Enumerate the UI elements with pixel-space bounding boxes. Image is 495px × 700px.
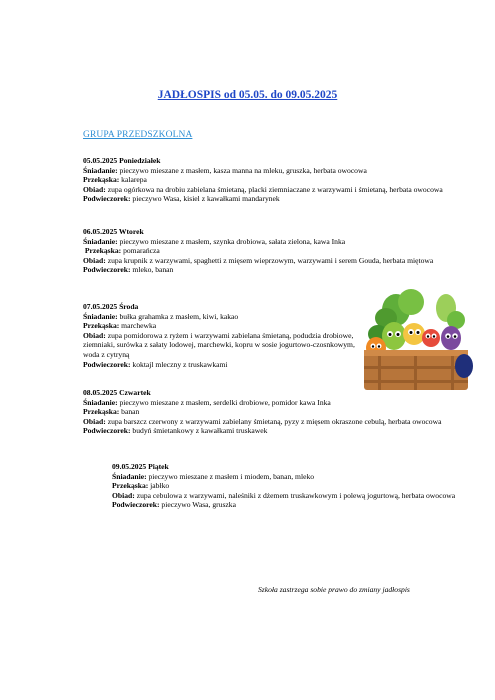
- snack-label: Przekąska:: [84, 246, 122, 256]
- breakfast-line: [112, 472, 472, 482]
- snack-text: jabłko: [148, 481, 170, 491]
- snack-text: banan: [119, 407, 140, 417]
- day-date: 05.05.2025 Poniedziałek: [83, 156, 161, 165]
- footer-note: Szkoła zastrzega sobie prawo do zmiany jadłospis: [258, 585, 410, 594]
- breakfast-line: [83, 312, 358, 322]
- tea-line: [83, 194, 473, 204]
- breakfast-label: Śniadanie:: [83, 236, 118, 246]
- tea-line: [83, 360, 358, 370]
- snack-label: Przekąska:: [83, 175, 120, 185]
- breakfast-text: bułka grahamka z masłem, kiwi, kakao: [117, 311, 239, 321]
- breakfast-text: pieczywo mieszane z masłem, szynka drobiowa, sałata zielona, kawa Inka: [117, 236, 346, 246]
- breakfast-text: pieczywo mieszane z masłem, kasza manna na mleku, gruszka, herbata owocowa: [117, 165, 367, 175]
- day-date: 09.05.2025 Piątek: [112, 462, 169, 471]
- lunch-text: zupa cebulowa z warzywami, naleśniki z dżemem truskawkowym i polewą jogurtową, herbata owocowa: [134, 490, 456, 500]
- lunch-label: Obiad:: [83, 416, 106, 426]
- snack-line: [112, 481, 472, 491]
- vegetable-crate-illustration: [356, 288, 476, 398]
- snack-line: [83, 246, 478, 256]
- lunch-line: [83, 331, 358, 360]
- lunch-label: Obiad:: [83, 330, 106, 340]
- breakfast-label: Śniadanie:: [83, 311, 118, 321]
- breakfast-text: pieczywo mieszane z masłem i miodem, banan, mleko: [146, 471, 315, 481]
- tea-text: mleko, banan: [130, 265, 174, 275]
- snack-label: Przekąska:: [112, 481, 149, 491]
- lunch-text: zupa krupnik z warzywami, spaghetti z mięsem wieprzowym, warzywami i serem Gouda, herbata miętowa: [105, 255, 434, 265]
- snack-text: kalarepa: [119, 175, 147, 185]
- lunch-text: zupa ogórkowa na drobiu zabielana śmietaną, placki ziemniaczane z warzywami i śmietaną, herbata owocowa: [105, 184, 443, 194]
- snack-text: marchewka: [119, 321, 157, 331]
- snack-line: [83, 175, 473, 185]
- lunch-text: zupa pomidorowa z ryżem i warzywami zabielana śmietaną, podudzia drobiowe, ziemniaki, surówka z sałaty lodowej, marchewki, kopru w sosie jogurtowo-czosnkowym, woda z cytryną: [83, 330, 355, 359]
- tea-text: pieczywo Wasa, kisiel z kawałkami mandarynek: [130, 194, 280, 204]
- lunch-label: Obiad:: [112, 490, 135, 500]
- snack-label: Przekąska:: [83, 321, 120, 331]
- day-menu-wednesday: [83, 302, 358, 369]
- snack-text: pomarańcza: [121, 246, 160, 256]
- tea-text: koktajl mleczny z truskawkami: [130, 359, 228, 369]
- page-title: JADŁOSPIS od 05.05. do 09.05.2025: [157, 89, 338, 101]
- lunch-label: Obiad:: [83, 184, 106, 194]
- tea-line: [112, 500, 472, 510]
- day-date: 06.05.2025 Wtorek: [83, 227, 144, 236]
- tea-label: Podwieczorek:: [83, 265, 131, 275]
- day-menu-friday: [112, 462, 472, 510]
- snack-label: Przekąska:: [83, 407, 120, 417]
- lunch-label: Obiad:: [83, 255, 106, 265]
- lunch-line: [83, 417, 478, 427]
- tea-label: Podwieczorek:: [83, 359, 131, 369]
- breakfast-text: pieczywo mieszane z masłem, serdelki drobiowe, pomidor kawa Inka: [117, 397, 331, 407]
- tea-label: Podwieczorek:: [112, 500, 160, 510]
- day-date: 07.05.2025 Środa: [83, 302, 139, 311]
- lunch-line: [83, 185, 473, 195]
- tea-label: Podwieczorek:: [83, 194, 131, 204]
- lunch-text: zupa barszcz czerwony z warzywami zabielany śmietaną, pyzy z mięsem okraszone cebulą, herbata owocowa: [105, 416, 442, 426]
- lunch-line: [112, 491, 472, 501]
- tea-line: [83, 426, 478, 436]
- breakfast-label: Śniadanie:: [112, 471, 147, 481]
- group-heading: GRUPA PRZEDSZKOLNA: [83, 130, 193, 140]
- breakfast-label: Śniadanie:: [83, 397, 118, 407]
- tea-text: budyń śmietankowy z kawałkami truskawek: [130, 426, 268, 436]
- lunch-line: [83, 256, 478, 266]
- breakfast-line: [83, 166, 473, 176]
- day-menu-monday: [83, 156, 473, 204]
- tea-label: Podwieczorek:: [83, 426, 131, 436]
- breakfast-line: [83, 237, 478, 247]
- breakfast-line: [83, 398, 478, 408]
- day-date: 08.05.2025 Czwartek: [83, 388, 151, 397]
- snack-line: [83, 321, 358, 331]
- tea-text: pieczywo Wasa, gruszka: [159, 500, 236, 510]
- tea-line: [83, 265, 478, 275]
- snack-line: [83, 407, 478, 417]
- breakfast-label: Śniadanie:: [83, 165, 118, 175]
- day-menu-tuesday: [83, 227, 478, 275]
